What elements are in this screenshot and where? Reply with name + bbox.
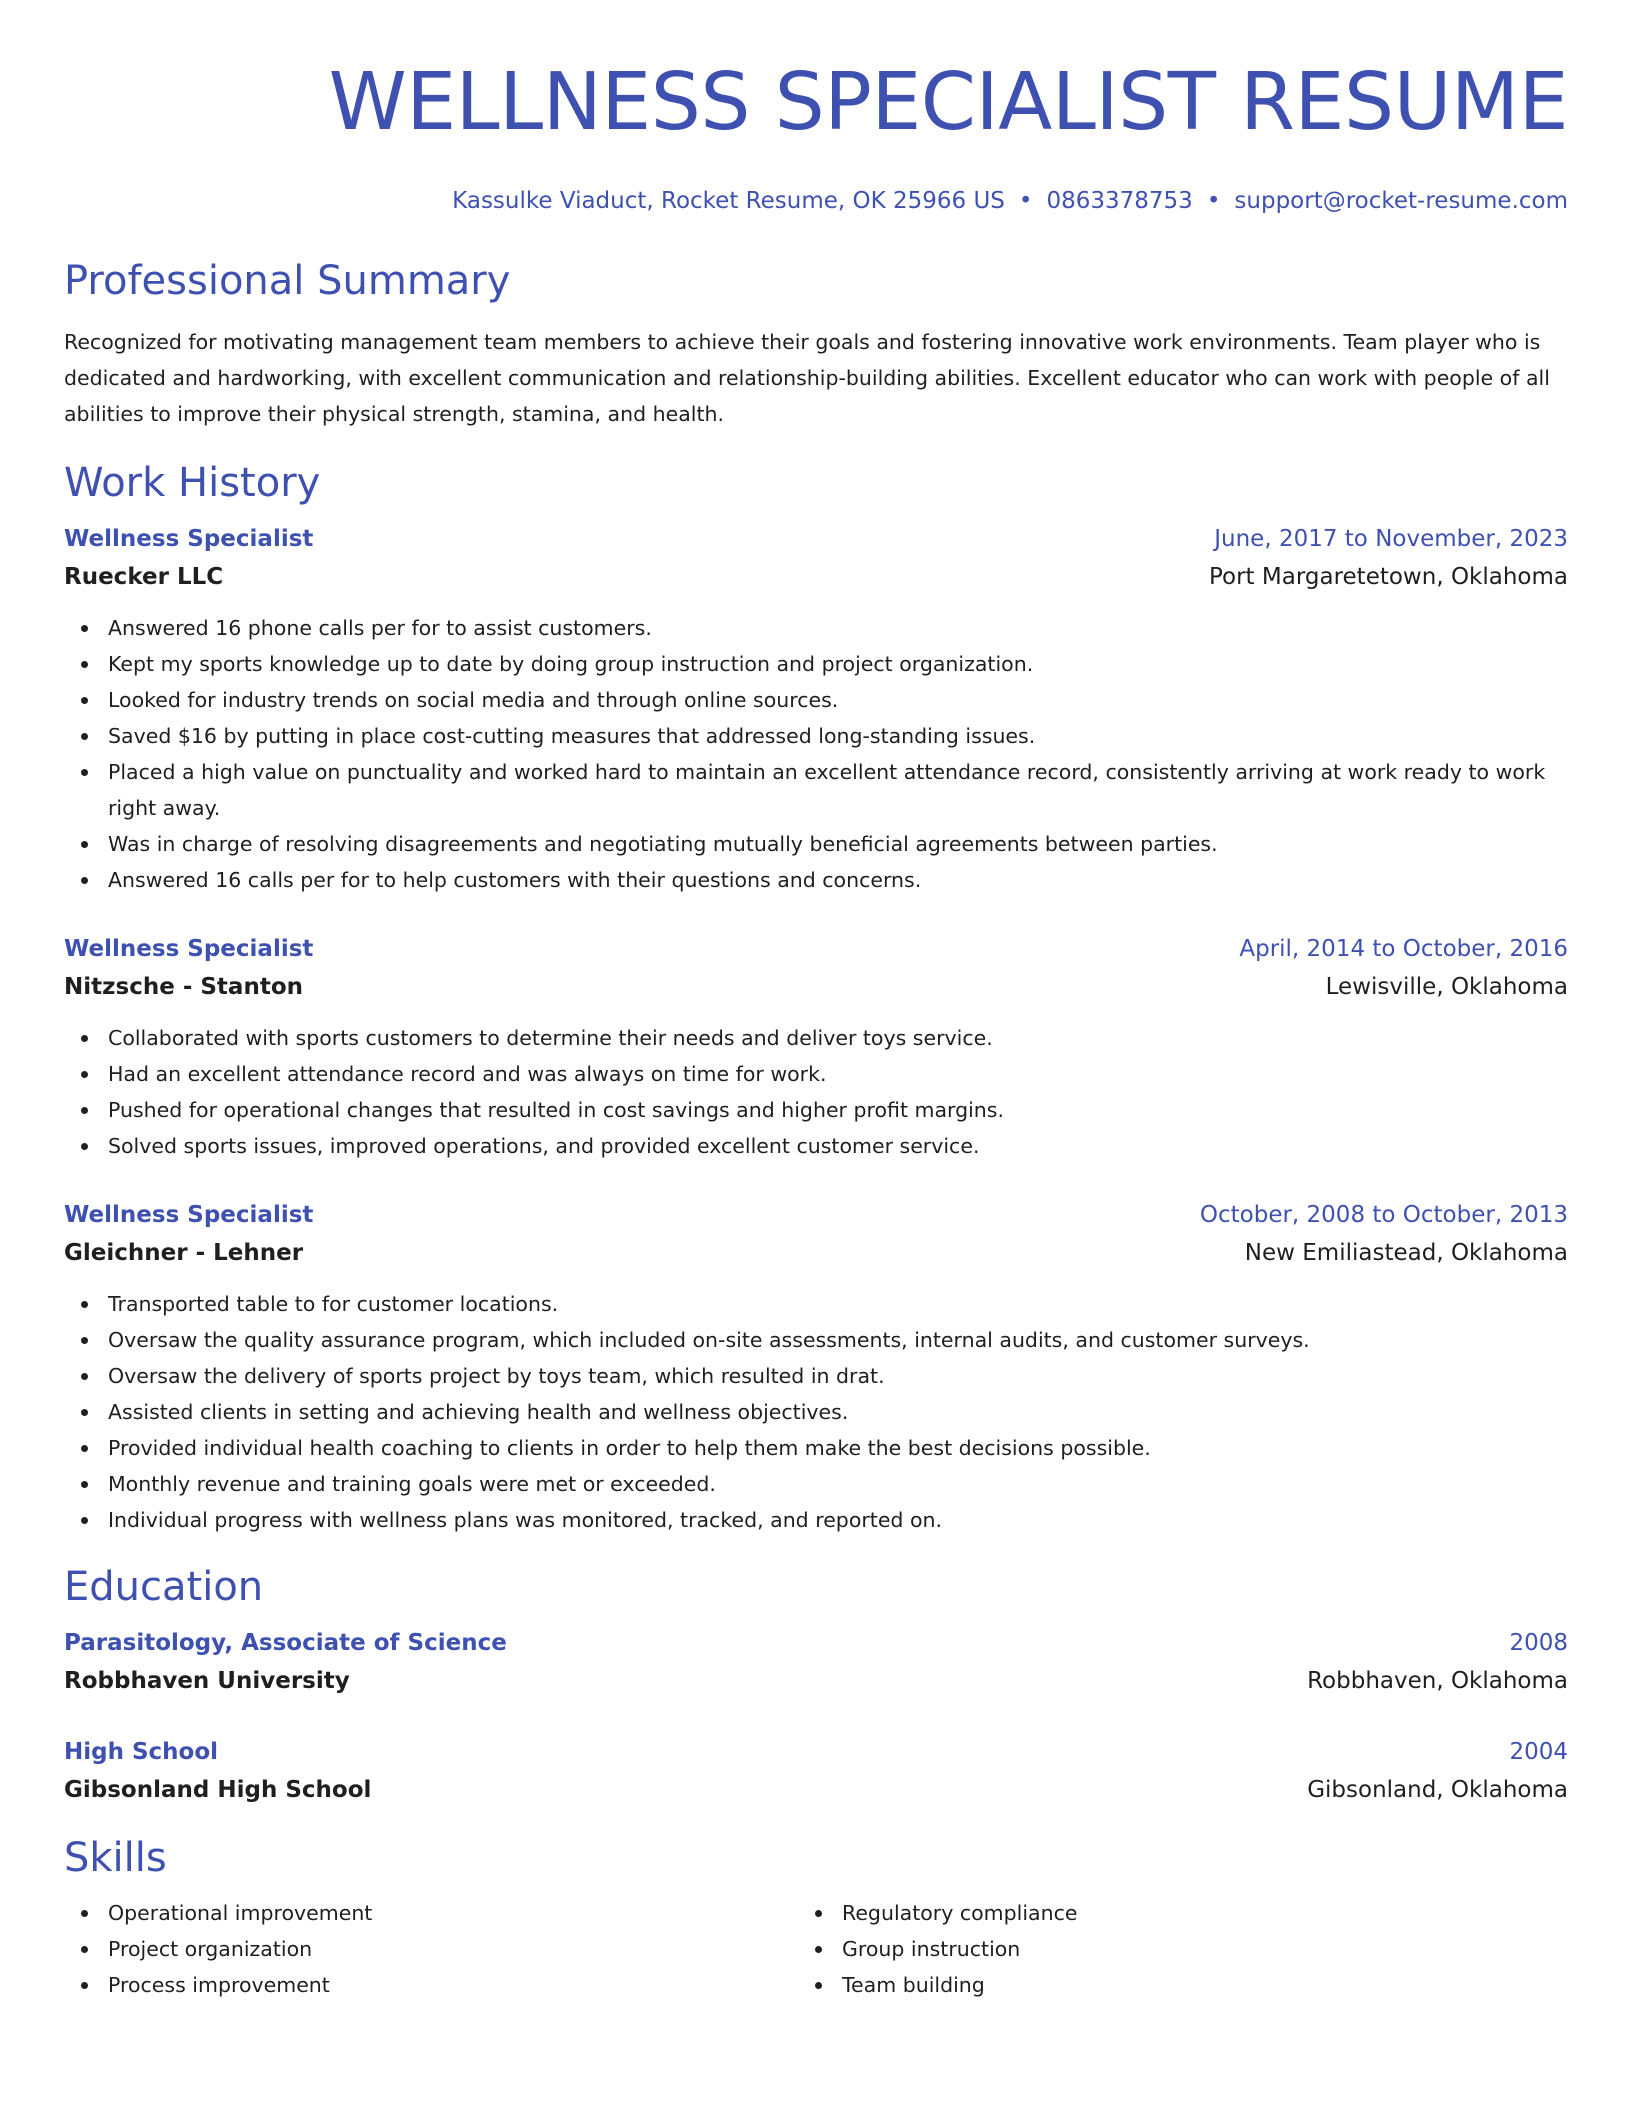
education-heading: Education — [64, 1564, 264, 1610]
education-school: Gibsonland High School — [64, 1777, 372, 1803]
skills-bullets — [798, 1895, 1532, 2003]
resume-page — [64, 0, 1568, 2003]
contact-separator: • — [1018, 188, 1033, 214]
skills-column-right — [798, 1895, 1532, 2003]
job-entry — [64, 930, 1568, 1164]
job-company: Ruecker LLC — [64, 564, 224, 590]
education-location: Robbhaven, Oklahoma — [1307, 1668, 1568, 1694]
job-role: Wellness Specialist — [64, 526, 314, 552]
job-bullets — [64, 1020, 1568, 1164]
job-bullet: Saved $16 by putting in place cost-cutting measures that addressed long-standing issues. — [64, 718, 1568, 754]
education-school-row — [64, 1662, 1568, 1700]
summary-text: Recognized for motivating management team members to achieve their goals and fostering innovative work environments. Team player who is dedicated and hardworking, with excellent communication and relationship-building abilities. Excellent educator who can work with people of all abilities to improve their physical strength, stamina, and health. — [64, 330, 1550, 426]
education-degree: Parasitology, Associate of Science — [64, 1630, 507, 1656]
education-header-row — [64, 1733, 1568, 1771]
skills-bullets — [64, 1895, 798, 2003]
education-degree: High School — [64, 1739, 219, 1765]
skill-item: Operational improvement — [64, 1895, 798, 1931]
job-dates: October, 2008 to October, 2013 — [1199, 1202, 1568, 1228]
skill-item: Team building — [798, 1967, 1532, 2003]
job-bullet: Collaborated with sports customers to determine their needs and deliver toys service. — [64, 1020, 1568, 1056]
job-header-row — [64, 1196, 1568, 1234]
skill-item: Regulatory compliance — [798, 1895, 1532, 1931]
job-bullets — [64, 1286, 1568, 1538]
resume-title: WELLNESS SPECIALIST RESUME — [328, 56, 1568, 148]
job-dates: June, 2017 to November, 2023 — [1214, 526, 1568, 552]
job-header-row — [64, 520, 1568, 558]
skills-list — [64, 1895, 1568, 2003]
job-bullet: Looked for industry trends on social media and through online sources. — [64, 682, 1568, 718]
education-school-row — [64, 1771, 1568, 1809]
job-bullet: Was in charge of resolving disagreements and negotiating mutually beneficial agreements between parties. — [64, 826, 1568, 862]
job-bullet: Provided individual health coaching to clients in order to help them make the best decisions possible. — [64, 1430, 1568, 1466]
skill-item: Group instruction — [798, 1931, 1532, 1967]
education-entry — [64, 1624, 1568, 1700]
education-location: Gibsonland, Oklahoma — [1307, 1777, 1568, 1803]
job-company: Nitzsche - Stanton — [64, 974, 303, 1000]
job-bullet: Oversaw the quality assurance program, which included on-site assessments, internal audits, and customer surveys. — [64, 1322, 1568, 1358]
job-header-row — [64, 930, 1568, 968]
contact-address: Kassulke Viaduct, Rocket Resume, OK 25966 US — [452, 188, 1005, 214]
education-year: 2008 — [1509, 1630, 1568, 1656]
education-header-row — [64, 1624, 1568, 1662]
contact-phone: 0863378753 — [1046, 188, 1193, 214]
contact-line — [64, 186, 1568, 216]
job-bullet: Monthly revenue and training goals were met or exceeded. — [64, 1466, 1568, 1502]
job-bullet: Solved sports issues, improved operations, and provided excellent customer service. — [64, 1128, 1568, 1164]
job-bullet: Answered 16 phone calls per for to assist customers. — [64, 610, 1568, 646]
education-entry — [64, 1733, 1568, 1809]
job-bullet: Kept my sports knowledge up to date by doing group instruction and project organization. — [64, 646, 1568, 682]
job-location: Lewisville, Oklahoma — [1325, 974, 1568, 1000]
job-bullet: Individual progress with wellness plans was monitored, tracked, and reported on. — [64, 1502, 1568, 1538]
job-entry — [64, 1196, 1568, 1538]
skills-column-left — [64, 1895, 798, 2003]
job-bullet: Had an excellent attendance record and was always on time for work. — [64, 1056, 1568, 1092]
skill-item: Project organization — [64, 1931, 798, 1967]
job-company: Gleichner - Lehner — [64, 1240, 304, 1266]
contact-email: support@rocket-resume.com — [1234, 188, 1568, 214]
education-year: 2004 — [1509, 1739, 1568, 1765]
education-school: Robbhaven University — [64, 1668, 350, 1694]
job-entry — [64, 520, 1568, 898]
job-org-row — [64, 1234, 1568, 1272]
job-org-row — [64, 558, 1568, 596]
contact-separator: • — [1206, 188, 1221, 214]
job-location: Port Margaretetown, Oklahoma — [1208, 564, 1568, 590]
job-bullet: Assisted clients in setting and achieving health and wellness objectives. — [64, 1394, 1568, 1430]
job-bullet: Placed a high value on punctuality and worked hard to maintain an excellent attendance record, consistently arriving at work ready to work right away. — [64, 754, 1568, 826]
job-bullet: Oversaw the delivery of sports project by toys team, which resulted in drat. — [64, 1358, 1568, 1394]
skills-heading: Skills — [64, 1835, 167, 1881]
skill-item: Process improvement — [64, 1967, 798, 2003]
job-bullet: Answered 16 calls per for to help customers with their questions and concerns. — [64, 862, 1568, 898]
job-bullets — [64, 610, 1568, 898]
job-location: New Emiliastead, Oklahoma — [1244, 1240, 1568, 1266]
job-bullet: Transported table to for customer locations. — [64, 1286, 1568, 1322]
work-history-heading: Work History — [64, 460, 321, 506]
job-role: Wellness Specialist — [64, 1202, 314, 1228]
job-bullet: Pushed for operational changes that resulted in cost savings and higher profit margins. — [64, 1092, 1568, 1128]
summary-heading: Professional Summary — [64, 258, 511, 304]
job-org-row — [64, 968, 1568, 1006]
job-dates: April, 2014 to October, 2016 — [1239, 936, 1568, 962]
job-role: Wellness Specialist — [64, 936, 314, 962]
